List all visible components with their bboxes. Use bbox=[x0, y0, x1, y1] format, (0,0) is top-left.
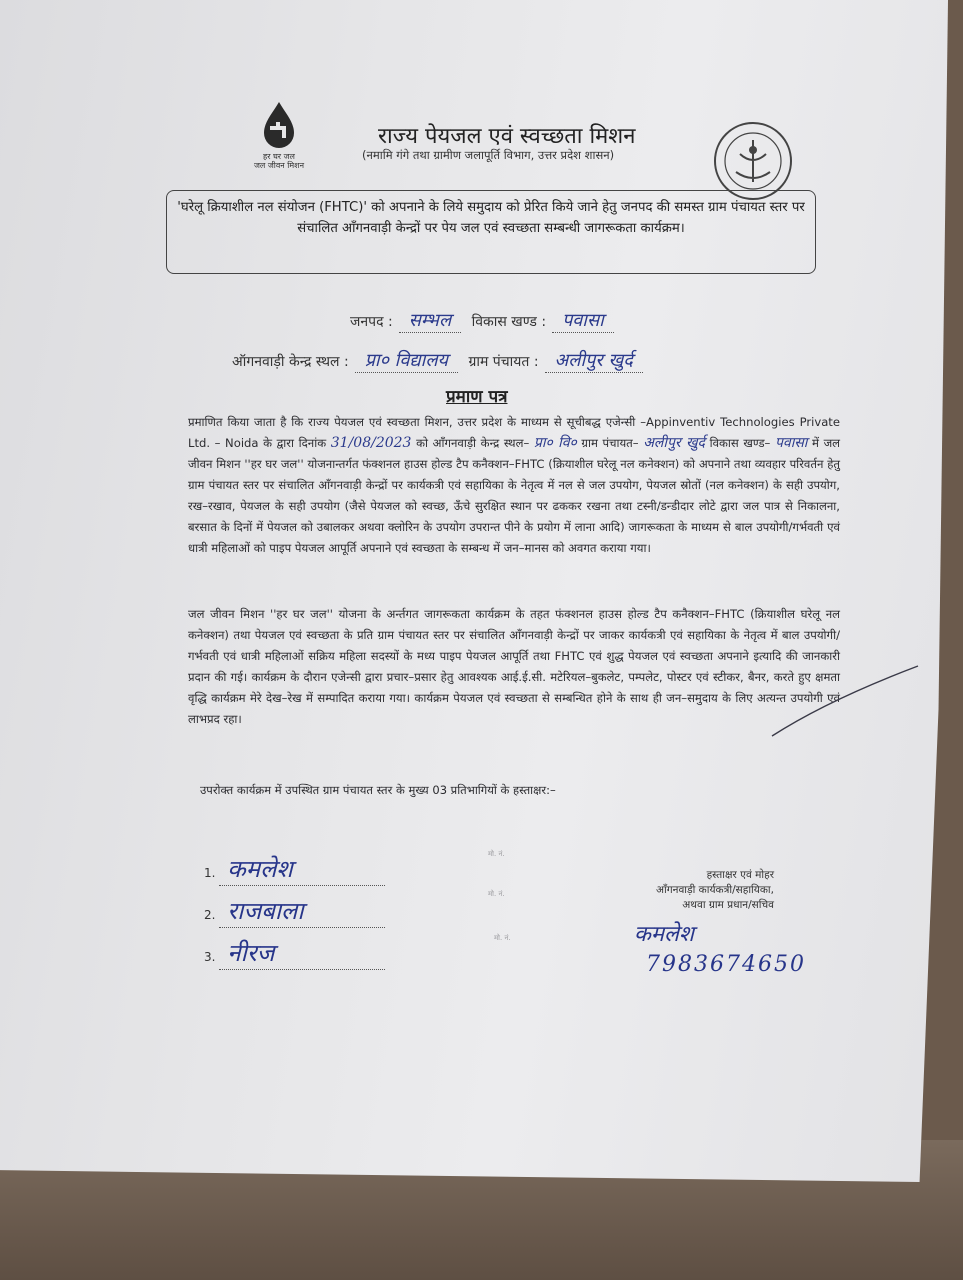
seal-note-line-2: आँगनवाड़ी कार्यकत्री/सहायिका, bbox=[655, 884, 774, 896]
water-drop-tap-icon bbox=[244, 100, 314, 152]
block-value: पवासा bbox=[552, 308, 614, 333]
mobile-label-3: मो. नं. bbox=[494, 934, 511, 942]
centre-value: प्रा० विद्यालय bbox=[355, 348, 458, 373]
participant-name: राजबाला bbox=[219, 894, 385, 928]
para1-text-5: में जल जीवन मिशन ''हर घर जल'' योजनान्तर्गत फंक्शनल हाउस होल्ड टैप कनैक्शन–FHTC (क्रियाशील घरेलू नल कनेक्शन) को अपनाने तथा व्यवहार परिवर्तन हेतु ग्राम पंचायत स्तर पर संचालित आँगनवाड़ी केन्द्रों पर कार्यकत्री एवं सहायिका के नेतृत्व में नल से जल उपयोग, पेयजल स्रोतों (नल कनेक्शन) के सही उपयोग, रख–रखाव, पेयजल के सही उपयोग (जैसे पेयजल को स्वच्छ, ऊँचे सुरक्षित स्थान पर ढककर रखना तथा टस्नी/डन्डीदार लोटे द्वारा जल पात्र से निकालना, बरसात के दिनों में पेयजल को उबालकर अथवा क्लोरिन के उपयोग उपरान्त पीने के प्रयोग में लाना आदि) जागरूकता के माध्यम से बाल उपयोगी/गर्भवती एवं धात्री महिलाओं को पाइप पेयजल आपूर्ति अपनाने एवं स्वच्छता के सम्बन्ध में जन–मानस को अवगत कराया गया। bbox=[188, 436, 841, 555]
para1-panchayat: अलीपुर खुर्द bbox=[643, 435, 705, 451]
page-subtitle: (नमामि गंगे तथा ग्रामीण जलापूर्ति विभाग, उत्तर प्रदेश शासन) bbox=[362, 148, 615, 162]
para1-text-2: को आँगनवाड़ी केन्द्र स्थल– bbox=[416, 436, 530, 450]
participant-number: 2. bbox=[204, 908, 216, 922]
para1-date: 31/08/2023 bbox=[330, 435, 412, 451]
participant-signature-2 bbox=[204, 894, 385, 928]
pen-stroke-mark bbox=[768, 660, 928, 740]
para1-text-4: विकास खण्ड– bbox=[709, 436, 771, 450]
mobile-label-2: मो. नं. bbox=[488, 890, 505, 898]
har-ghar-jal-logo bbox=[244, 100, 314, 180]
participant-name: नीरज bbox=[219, 936, 385, 970]
district-block-row bbox=[350, 308, 620, 333]
district-value: सम्भल bbox=[399, 308, 461, 333]
participant-number: 3. bbox=[204, 950, 216, 964]
page-title: राज्य पेयजल एवं स्वच्छता मिशन bbox=[378, 124, 636, 149]
officer-signature: कमलेश bbox=[634, 922, 694, 947]
centre-label: ऑगनवाड़ी केन्द्र स्थल : bbox=[232, 354, 349, 370]
participant-number: 1. bbox=[204, 866, 216, 880]
para1-text-3: ग्राम पंचायत– bbox=[581, 436, 639, 450]
panchayat-value: अलीपुर खुर्द bbox=[545, 348, 643, 373]
logo-caption-2: जल जीवन मिशन bbox=[253, 161, 305, 170]
attendance-intro: उपरोक्त कार्यक्रम में उपस्थित ग्राम पंचायत स्तर के मुख्य 03 प्रतिभागियों के हस्ताक्षर:– bbox=[200, 783, 556, 797]
logo-caption-1: हर घर जल bbox=[263, 152, 295, 161]
signature-seal-note bbox=[626, 868, 774, 913]
district-label: जनपद : bbox=[350, 314, 393, 330]
centre-panchayat-row bbox=[232, 348, 649, 373]
mobile-label-1: मो. नं. bbox=[488, 850, 505, 858]
para1-block: पवासा bbox=[774, 435, 808, 451]
participant-signature-1 bbox=[204, 852, 385, 886]
block-label: विकास खण्ड : bbox=[471, 314, 547, 330]
para1-text-1: प्रमाणित किया जाता है कि राज्य पेयजल एवं स्वच्छता मिशन, उत्तर प्रदेश के माध्यम से सूचीबद्ध एजेन्सी –Appinventiv Technologies Private Ltd. – Noida के द्वारा दिनांक bbox=[188, 415, 840, 450]
seal-note-line-1: हस्ताक्षर एवं मोहर bbox=[706, 869, 774, 881]
para1-centre: प्रा० वि० bbox=[533, 435, 577, 451]
certificate-paragraph-1 bbox=[188, 412, 840, 559]
certificate-paragraph-2: जल जीवन मिशन ''हर घर जल'' योजना के अर्न्तगत जागरूकता कार्यक्रम के तहत फंक्शनल हाउस होल्ड टैप कनैक्शन–FHTC (क्रियाशील घरेलू नल कनेक्शन) तथा पेयजल एवं स्वच्छता के प्रति ग्राम पंचायत स्तर पर संचालित आँगनवाड़ी केन्द्रों पर जाकर कार्यकत्री एवं सहायिका के नेतृत्व में बाल उपयोगी/गर्भवती एवं धात्री महिलाओं सक्रिय महिला सदस्यों के मध्य पाइप पेयजल आपूर्ति तथा FHTC एवं शुद्ध पेयजल एवं स्वच्छता अपनाने इत्यादि की जानकारी प्रदान की गई। कार्यक्रम के दौरान एजेन्सी द्वारा प्रचार–प्रसार हेतु आवश्यक आई.ई.सी. मटेरियल–बुकलेट, पम्पलेट, पोस्टर एवं स्टीकर, बैनर, करते हुए क्षमता वृद्धि कार्यक्रम मेरे देख–रेख में सम्पादित कराया गया। कार्यक्रम पेयजल एवं स्वच्छता से सम्बन्धित होने के साथ ही जन–समुदाय के लिए अत्यन्त उपयोगी एवं लाभप्रद रहा। bbox=[188, 607, 840, 726]
seal-note-line-3: अथवा ग्राम प्रधान/सचिव bbox=[682, 899, 774, 911]
participant-signature-3 bbox=[204, 936, 385, 970]
certificate-title: प्रमाण पत्र bbox=[446, 387, 508, 407]
programme-banner: 'घरेलू क्रियाशील नल संयोजन (FHTC)' को अपनाने के लिये समुदाय को प्रेरित किये जाने हेतु जनपद की समस्त ग्राम पंचायत स्तर पर संचालित आँगनवाड़ी केन्द्रों पर पेय जल एवं स्वच्छता सम्बन्धी जागरूकता कार्यक्रम। bbox=[166, 190, 816, 274]
participant-name: कमलेश bbox=[219, 852, 385, 886]
officer-phone: 7983674650 bbox=[646, 952, 806, 977]
panchayat-label: ग्राम पंचायत : bbox=[468, 354, 539, 370]
